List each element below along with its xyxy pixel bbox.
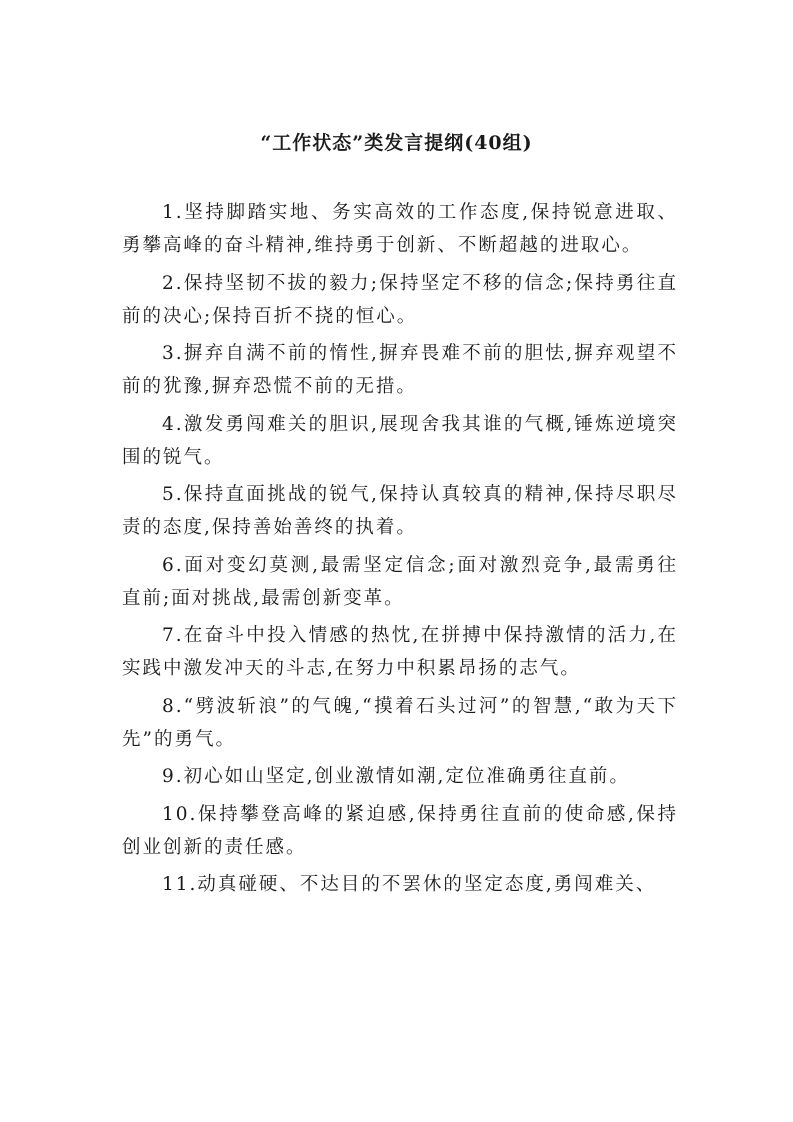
- document-title: “工作状态”类发言提纲(40组): [260, 132, 533, 154]
- paragraph-1: 1.坚持脚踏实地、务实高效的工作态度,保持锐意进取、勇攀高峰的奋斗精神,维持勇于创新、不断超越的进取心。: [122, 202, 678, 256]
- paragraph-7: 7.在奋斗中投入情感的热忱,在拼搏中保持激情的活力,在实践中激发冲天的斗志,在努力中积累昂扬的志气。: [122, 625, 678, 679]
- paragraph-8: 8.“劈波斩浪”的气魄,“摸着石头过河”的智慧,“敢为天下先”的勇气。: [122, 695, 678, 750]
- paragraph-6: 6.面对变幻莫测,最需坚定信念;面对激烈竞争,最需勇往直前;面对挑战,最需创新变革。: [122, 554, 678, 609]
- paragraph-10: 10.保持攀登高峰的紧迫感,保持勇往直前的使命感,保持创业创新的责任感。: [122, 803, 678, 858]
- paragraph-11: 11.动真碰硬、不达目的不罢休的坚定态度,勇闯难关、: [162, 874, 657, 895]
- paragraph-3: 3.摒弃自满不前的惰性,摒弃畏难不前的胆怯,摒弃观望不前的犹豫,摒弃恐慌不前的无措。: [122, 343, 678, 397]
- paragraph-4: 4.激发勇闯难关的胆识,展现舍我其谁的气概,锤炼逆境突围的锐气。: [122, 413, 678, 468]
- document-body: [122, 196, 678, 906]
- paragraph-5: 5.保持直面挑战的锐气,保持认真较真的精神,保持尽职尽责的态度,保持善始善终的执着。: [122, 484, 678, 538]
- paragraph-2: 2.保持坚韧不拔的毅力;保持坚定不移的信念;保持勇往直前的决心;保持百折不挠的恒心。: [122, 272, 678, 327]
- paragraph-9: 9.初心如山坚定,创业激情如潮,定位准确勇往直前。: [162, 766, 630, 787]
